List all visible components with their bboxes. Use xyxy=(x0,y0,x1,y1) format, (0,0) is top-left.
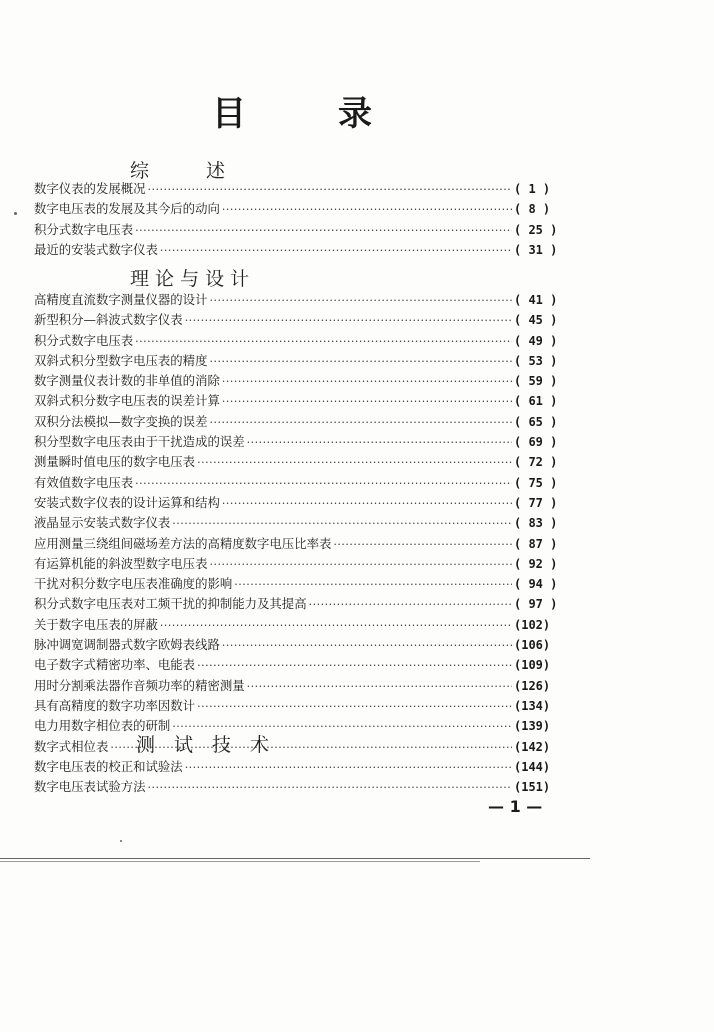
section-heading-overview: 综 述 xyxy=(130,160,226,182)
toc-entry[interactable] xyxy=(34,290,562,310)
toc-entry-title: 积分式数字电压表 xyxy=(34,221,134,237)
toc-entry[interactable] xyxy=(34,513,562,533)
toc-section-theory-design xyxy=(34,290,562,757)
toc-entry-page: ( 8 ) xyxy=(514,202,551,217)
toc-entry[interactable] xyxy=(34,635,562,655)
toc-entry-title: 关于数字电压表的屏蔽 xyxy=(34,616,158,632)
toc-entry-page: (106) xyxy=(514,638,551,653)
toc-entry[interactable] xyxy=(34,737,562,757)
leader-dots xyxy=(135,221,512,241)
toc-entry[interactable] xyxy=(34,412,562,432)
leader-dots xyxy=(135,474,512,494)
toc-entry-title: 数字式相位表 xyxy=(34,738,109,754)
toc-entry-title: 积分式数字电压表对工频干扰的抑制能力及其提高 xyxy=(34,596,307,612)
toc-entry-title: 数字电压表试验方法 xyxy=(34,779,146,795)
leader-dots xyxy=(160,616,512,636)
scan-edge-line xyxy=(0,861,480,862)
toc-entry-page: ( 59 ) xyxy=(514,374,558,389)
toc-entry-title: 积分式数字电压表 xyxy=(34,332,134,348)
toc-entry-title: 数字电压表的校正和试验法 xyxy=(34,759,183,774)
toc-entry-page: (151) xyxy=(514,780,551,795)
toc-entry-title: 数字仪表的发展概况 xyxy=(34,181,146,196)
leader-dots xyxy=(197,656,512,676)
toc-entry-page: ( 83 ) xyxy=(514,516,558,531)
leader-dots xyxy=(234,575,512,595)
section-heading-testing: 测 试 技 术 xyxy=(136,734,270,756)
toc-entry[interactable] xyxy=(34,696,562,716)
leader-dots xyxy=(185,311,512,331)
toc-entry-page: ( 65 ) xyxy=(514,414,558,429)
toc-entry-page: ( 94 ) xyxy=(514,577,558,592)
leader-dots xyxy=(197,453,512,473)
title-char-1: 目 xyxy=(212,94,246,134)
scan-speck xyxy=(120,840,122,842)
toc-entry[interactable] xyxy=(34,351,562,371)
title-char-2: 录 xyxy=(338,94,372,134)
toc-section-overview xyxy=(34,179,562,260)
toc-entry-page: ( 31 ) xyxy=(514,242,558,257)
scan-edge-line xyxy=(0,858,590,859)
scan-speck xyxy=(14,212,17,215)
leader-dots xyxy=(148,180,512,200)
toc-entry[interactable] xyxy=(34,240,562,260)
leader-dots xyxy=(209,555,512,575)
leader-dots xyxy=(222,392,512,412)
leader-dots xyxy=(135,332,512,352)
toc-entry-title: 应用测量三绕组间磁场差方法的高精度数字电压比率表 xyxy=(34,535,332,551)
toc-entry[interactable] xyxy=(34,220,562,240)
toc-entry-title: 高精度直流数字测量仪器的设计 xyxy=(34,292,208,307)
toc-entry-title: 液晶显示安装式数字仪表 xyxy=(34,515,171,531)
toc-entry-title: 具有高精度的数字功率因数计 xyxy=(34,697,196,713)
toc-entry-title: 干扰对积分数字电压表准确度的影响 xyxy=(34,576,233,592)
page-number: — 1 — xyxy=(488,797,543,816)
toc-entry[interactable] xyxy=(34,310,562,330)
leader-dots xyxy=(185,758,512,778)
leader-dots xyxy=(209,352,512,372)
toc-entry-page: ( 75 ) xyxy=(514,475,558,490)
toc-entry-page: ( 72 ) xyxy=(514,455,558,470)
leader-dots xyxy=(209,413,512,433)
toc-entry[interactable] xyxy=(34,615,562,635)
toc-entry[interactable] xyxy=(34,777,562,797)
toc-entry-title: 积分型数字电压表由于干扰造成的误差 xyxy=(34,434,245,450)
leader-dots xyxy=(222,200,512,220)
toc-entry-page: (126) xyxy=(514,678,551,693)
leader-dots xyxy=(309,595,512,615)
toc-entry[interactable] xyxy=(34,757,562,777)
toc-entry[interactable] xyxy=(34,655,562,675)
toc-entry-title: 新型积分—斜波式数字仪表 xyxy=(34,312,183,328)
toc-entry-page: ( 49 ) xyxy=(514,333,558,348)
toc-entry-title: 数字测量仪表计数的非单值的消除 xyxy=(34,373,220,389)
leader-dots xyxy=(148,778,512,798)
toc-entry-page: ( 97 ) xyxy=(514,597,558,612)
toc-entry-title: 最近的安装式数字仪表 xyxy=(34,241,158,257)
toc-entry[interactable] xyxy=(34,432,562,452)
toc-entry-title: 电子数字式精密功率、电能表 xyxy=(34,657,196,673)
toc-entry-page: (109) xyxy=(514,658,551,673)
leader-dots xyxy=(209,291,512,311)
leader-dots xyxy=(222,636,512,656)
leader-dots xyxy=(247,433,512,453)
toc-entry-page: ( 77 ) xyxy=(514,495,558,510)
toc-entry[interactable] xyxy=(34,391,562,411)
toc-entry-title: 双积分法模拟—数字变换的误差 xyxy=(34,413,208,429)
toc-entry[interactable] xyxy=(34,452,562,472)
toc-entry[interactable] xyxy=(34,676,562,696)
toc-entry-title: 安装式数字仪表的设计运算和结构 xyxy=(34,494,220,510)
toc-entry-page: ( 53 ) xyxy=(514,353,558,368)
leader-dots xyxy=(197,697,512,717)
toc-entry-title: 电力用数字相位表的研制 xyxy=(34,718,171,734)
leader-dots xyxy=(222,372,512,392)
toc-entry-page: (144) xyxy=(514,760,551,774)
toc-entry-page: ( 87 ) xyxy=(514,536,558,551)
leader-dots xyxy=(333,535,512,555)
toc-entry-title: 双斜式积分数字电压表的误差计算 xyxy=(34,393,220,409)
toc-entry-title: 有运算机能的斜波型数字电压表 xyxy=(34,555,208,571)
toc-entry-page: ( 1 ) xyxy=(514,182,551,196)
toc-entry[interactable] xyxy=(34,594,562,614)
toc-entry-page: ( 25 ) xyxy=(514,222,558,237)
leader-dots xyxy=(172,514,512,534)
toc-entry[interactable] xyxy=(34,493,562,513)
toc-entry[interactable] xyxy=(34,199,562,219)
toc-entry-page: (134) xyxy=(514,698,551,713)
toc-entry-title: 有效值数字电压表 xyxy=(34,474,134,490)
toc-entry-page: (142) xyxy=(514,739,551,754)
toc-entry-page: (102) xyxy=(514,617,551,632)
leader-dots xyxy=(222,494,512,514)
toc-entry-page: ( 61 ) xyxy=(514,394,558,409)
toc-entry-title: 用时分割乘法器作音频功率的精密测量 xyxy=(34,677,245,693)
toc-entry-page: ( 41 ) xyxy=(514,293,558,307)
toc-entry-page: ( 92 ) xyxy=(514,556,558,571)
toc-entry-title: 数字电压表的发展及其今后的动向 xyxy=(34,201,220,217)
leader-dots xyxy=(247,677,512,697)
toc-entry-title: 双斜式积分型数字电压表的精度 xyxy=(34,352,208,368)
toc-entry[interactable] xyxy=(34,179,562,199)
toc-entry-title: 测量瞬时值电压的数字电压表 xyxy=(34,454,196,470)
toc-entry[interactable] xyxy=(34,574,562,594)
toc-entry-page: (139) xyxy=(514,719,551,734)
toc-entry[interactable] xyxy=(34,716,562,736)
toc-entry[interactable] xyxy=(34,554,562,574)
toc-entry-page: ( 69 ) xyxy=(514,435,558,450)
toc-entry[interactable] xyxy=(34,473,562,493)
leader-dots xyxy=(160,241,512,261)
toc-entry[interactable] xyxy=(34,534,562,554)
toc-entry[interactable] xyxy=(34,371,562,391)
section-heading-theory-design: 理 论 与 设 计 xyxy=(130,268,250,290)
toc-entry-title: 脉冲调宽调制器式数字欧姆表线路 xyxy=(34,637,220,653)
toc-section-testing xyxy=(34,757,562,798)
toc-entry-page: ( 45 ) xyxy=(514,313,558,328)
toc-entry[interactable] xyxy=(34,331,562,351)
